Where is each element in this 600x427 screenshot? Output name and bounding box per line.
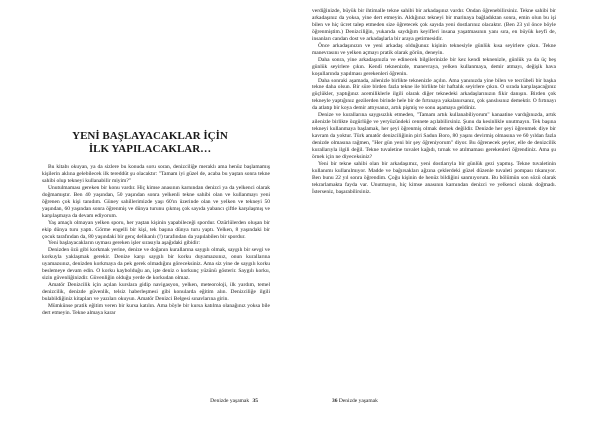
right-page-body [312, 8, 556, 196]
left-page-footer [210, 398, 258, 404]
paragraph: Amatör Denizcilik için açılan kurslara gidip navigasyon, yelken, meteoroloji, ilk yardım, temel denizcilik, denizde güvenlik, telsiz haberleşmesi gibi konularda eğitim alın. Denizciliğe ilgili bulabildiğiniz kitapları ve yazıları okuyun. Amatör Denizci Belgesi sınavlarına girin. [42, 282, 270, 303]
paragraph: Mümkünse pratik eğitim veren bir kursa katılın. Ama böyle bir kursa katılma olanağınız yoksa bile dert etmeyin. Tekne almaya karar [42, 303, 270, 317]
page-number: 36 [332, 398, 338, 404]
paragraph: Denizden özü gibi korkmak yerine, denize ve doğanın kurallarına saygılı olmak, saygılı bir sevgi ve korkuyla yaklaşmak gerekir. Denize karşı saygılı bir korku duyamazsınız, onun kurallarına uyamazsınız, denizden korkmaya da pek gerek olmadığını göreceksiniz. Ama siz yine de saygılı korku beslemeye devam edin. O korku kaybolduğu an, işte deniz o korkunç yüzünü gösterir. Saygılı korku, sizin güvenliğinizdir. Güvenliğin olduğu yerde de korkudan olmaz. [42, 247, 270, 282]
chapter-title-line1: YENİ BAŞLAYACAKLAR İÇİN [72, 130, 228, 142]
paragraph: Denize ve kurallarına saygısızlık etmeden, "Tamam artık kullanabiliyorum" kanaatine vardığınızda, artık ailenizle birlikte özgürlüğe ve yeryüzündeki cennete açılabilirsiniz. Şunu da kesinlikle unutmayın. Tek başına tekneyi kullanmaya başlamak, her şeyi öğrenmiş olmak demek değildir. Denizde her şeyi öğrenmek diye bir kavram da yoktur. Türk amatör denizciliğinin piri Sadun Boro, 80 yaşını devirmiş olmasına ve 60 yıldan fazla denizde olmasına rağmen, "Her gün yeni bir şey öğreniyorum" diyor. Bu öğrenecek şeyler, elle de denizcilik kurallarıyla ilgili değil. Tekne tuvaletine tuvalet kağıdı, tırnak ve atılmaması gerekenleri öğrendiniz. Ama şu örnek için ne diyeceksiniz? [312, 112, 556, 161]
paragraph: Daha sonra, yine arkadaşınızla ve edinecek bilgilerinizle bir kez kendi teknenizle, günlük ya da üç beş günlük seyirlere çıkın. Kendi teknenizde, manevraya, yelken kullanmaya, demir atmayı, değişik hava koşullarında yapılması gerekenleri öğrenin. [312, 56, 556, 77]
paragraph: Önce arkadaşınızın ve yeni arkadaş olduğunuz kişinin teknesiyle günlük kısa seyirlere çıkın. Tekne manevrasını ve yelken açmayı pratik olarak görün, deneyin. [312, 42, 556, 56]
paragraph: Yeni bir tekne sahibi olan bir arkadaşımız, yeni dostlarıyla bir günlük gezi yapmış. Tekne tuvaletinin kullanımı kullanılmıyor. Madde ve bağırsakları ağzına çeklerdeki güzel düzenle tuvaleti pompası tıkanıyor. Ben bunu 22 yıl sonra öğrendim. Çoğu kişinin de henüz bildiğini sanmıyorum. Bu bölümün son sözü olarak tekrarlamakta fayda var. Unutmayın, hiç kimse anasının karnından denizci ve yelkenci olarak doğmadı. İsterseniz, başarabilirsiniz. [312, 160, 556, 195]
footer-label: Denizde yaşamak [338, 398, 378, 404]
footer-label: Denizde yaşamak [210, 398, 250, 404]
paragraph: Yaş amaçlı olmayan yelken sporu, her yaştan kişinin yapabileceği spordur. Ozürlülerden oluşan bir ekip dünya turu yaptı. Görme engelli bir kişi, tek başına dünya turu yaptı. Yelken, 8 yaşındaki bir çocuk tarafından da, 80 yaşındaki bir genç delikanlı (!) tarafından da yapılabilen bir spordur. [42, 219, 270, 240]
paragraph: Bu kitabı okuyan, ya da sizlere bu konuda soru soran, denizciliğe meraklı ama henüz başlamamış kişilerin aklına gelebilecek ilk tereddüt şu olacaktır: "Tamam iyi güzel de, acaba bu yaştan sonra tekne sahibi olup tekneyi kullanabilir miyim?" [42, 164, 270, 184]
left-page-body [42, 164, 270, 317]
paragraph: Unutulmaması gereken bir konu vardır. Hiç kimse anasının karnından denizci ya da yelkenci olarak doğmamıştır. Ben 40 yaşından, 50 yaşından sonra yelkenli tekne sahibi olan ve kullanmayı yeni öğrenen çok kişi tanıdım. Güney sahillerimizde yaşı 60'ın üzerinde olan ve yelken ve tekneyi 50 yaşından, 60 yaşından sonra öğrenmiş ve dünya turunu çıkmış çok sayıda yabancı çiftle karşılaşmış ve karşılaşmaya da devam ediyorum. [42, 184, 270, 219]
right-page-footer [330, 398, 378, 404]
page-number: 35 [252, 398, 258, 404]
paragraph: verdiğinizde, büyük bir ihtimalle tekne sahibi bir arkadaşınız vardır. Ondan öğrenebilirsiniz. Tekne sahibi bir arkadaşınız da yoksa, yine dert etmeyin. Aldığınız tekneyi bir marinaya bağladıktan sonra, emin olun bu işi bilen ve hiç ücret talep etmeden size öğretecek çok sayıda yeni dostlarınız olacaktır. (Ben 23 yıl önce böyle öğrenmiştim.) Denizciliğin, yukarıda saydığım keyifleri insana yaşatmasının yanı sıra, en büyük keyfi de, insanları candan dost ve arkadaşlarla bir araya getirmesidir. [312, 8, 556, 42]
right-page [300, 0, 600, 427]
chapter-title-line2: İLK YAPILACAKLAR… [88, 143, 212, 155]
paragraph: Yeni başlayacakların uyması gereken işler sırasıyla aşağıdaki gibidir: [48, 240, 201, 247]
paragraph: Daha sonraki aşamada, ailenizle birlikte teknenizle açılın. Ama yanınızda yine bilen ve tecrübeli bir başka tekne daha olsun. Bir süre birden fazla tekne ile birlikte bir haftalık seyirlere çıkın. O sırada karşılaşacağınız güçlükler, yaptığınız acemiliklerle ilgili olarak diğer teknedeki arkadaşlarınızın fikir danışın. Birden çok tekneyle yaptığınız gezilerden birinde hele bir de fırtınaya yakalanırsanız, çok şanslısınız demektir. O fırtınayı da atlatıp bir koya demir attıysanız, artık pişmiş ve sonu aşamaya geldiniz. [312, 77, 556, 112]
